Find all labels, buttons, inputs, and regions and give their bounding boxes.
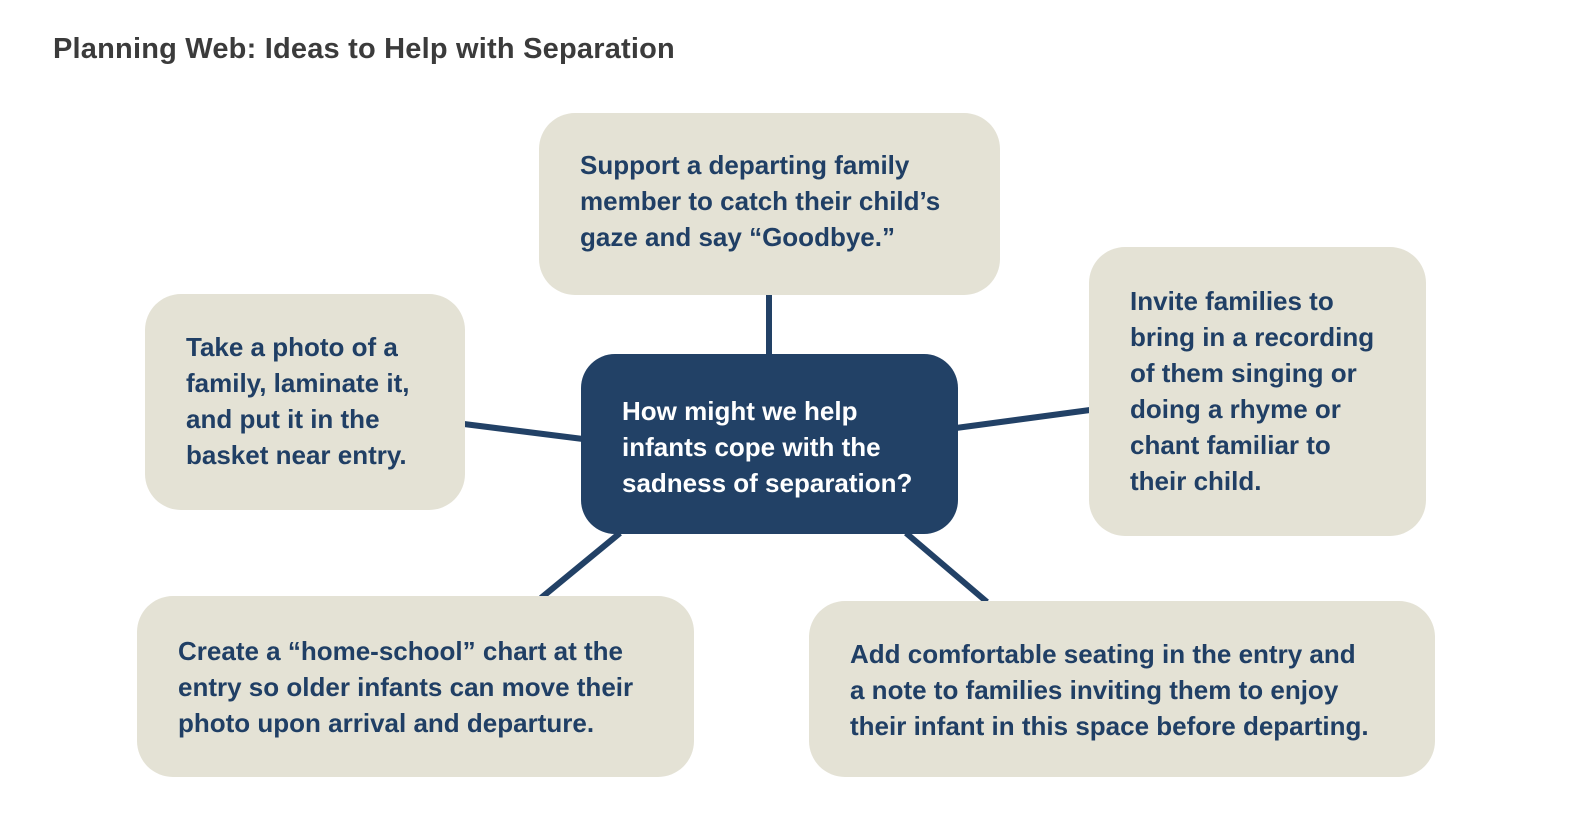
idea-node-comfortable-seating: Add comfortable seating in the entry and a note to families inviting them to enjoy their infant in this space before departing. xyxy=(809,601,1435,777)
connector-bottom-right xyxy=(906,533,987,602)
idea-node-home-school-chart: Create a “home-school” chart at the entry so older infants can move their photo upon arrival and departure. xyxy=(137,596,694,777)
diagram-title: Planning Web: Ideas to Help with Separation xyxy=(53,33,675,65)
connector-left xyxy=(464,424,583,439)
connector-bottom-left xyxy=(541,533,620,598)
idea-node-family-recording: Invite families to bring in a recording of them singing or doing a rhyme or chant familiar to their child. xyxy=(1089,247,1426,536)
idea-node-family-photo: Take a photo of a family, laminate it, and put it in the basket near entry. xyxy=(145,294,465,510)
connector-right xyxy=(956,410,1090,428)
central-question-node: How might we help infants cope with the sadness of separation? xyxy=(581,354,958,534)
idea-node-goodbye-gaze: Support a departing family member to catch their child’s gaze and say “Goodbye.” xyxy=(539,113,1000,295)
